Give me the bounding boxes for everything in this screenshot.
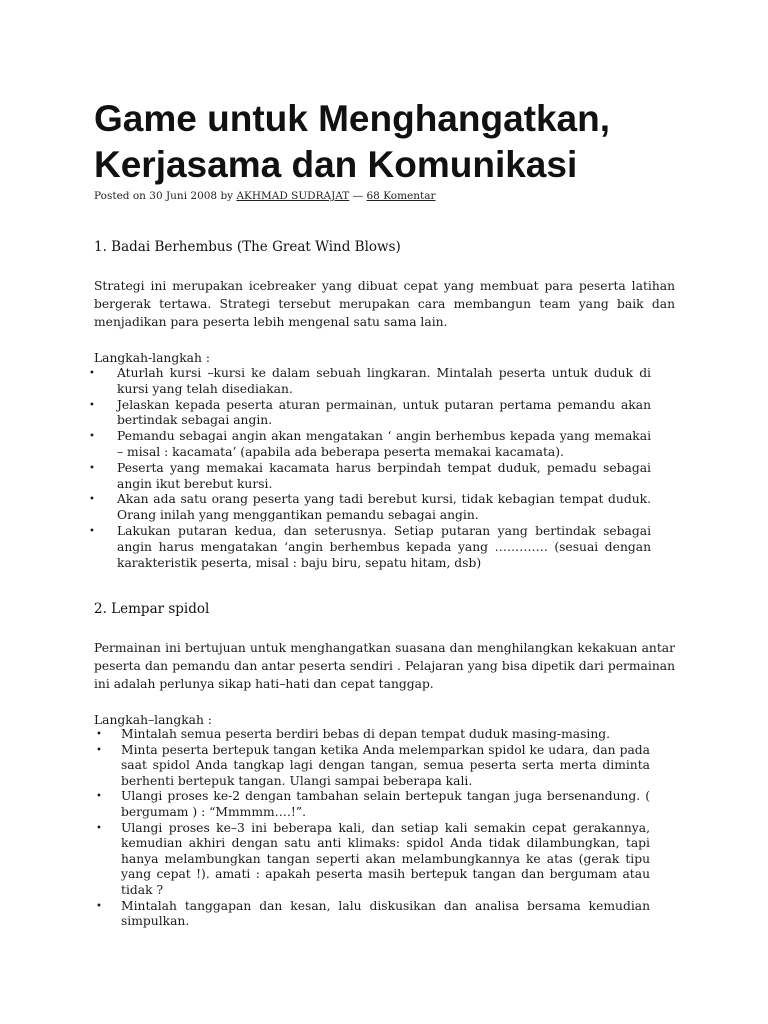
article-title-line-1: Game untuk Menghangatkan, (94, 98, 611, 139)
list-item (94, 821, 650, 899)
step-text: Akan ada satu orang peserta yang tadi berebut kursi, tidak kebagian tempat duduk. Orang inilah yang menggantikan pemandu sebagai angin. (117, 492, 651, 523)
article-title-line-2: Kerjasama dan Komunikasi (94, 144, 578, 185)
step-text: Ulangi proses ke–3 ini beberapa kali, dan setiap kali semakin cepat gerakannya, kemudian akhiri dengan satu anti klimaks: spidol Anda tidak dilambungkan, tapi hanya melambungkan tangan seperti akan melambungkannya ke atas (gerak tipu yang cepat !). amati : apakah peserta masih bertepuk tangan dan bergumam atau tidak ? (121, 820, 650, 897)
comments-link[interactable]: 68 Komentar (366, 190, 436, 202)
list-item (89, 523, 651, 571)
step-text: Minta peserta bertepuk tangan ketika Anda melemparkan spidol ke udara, dan pada saat spidol Anda tangkap lagi dengan tangan, semua peserta serta merta diminta berhenti bertepuk tangan. Ulangi sampai beberapa kali. (121, 742, 650, 788)
bullet-icon: • (89, 431, 95, 443)
bullet-icon: • (89, 462, 95, 474)
step-text: Aturlah kursi –kursi ke dalam sebuah lingkaran. Mintalah peserta untuk duduk di kursi yang telah disediakan. (117, 366, 651, 396)
list-item (94, 743, 650, 790)
section-1-heading: 1. Badai Berhembus (The Great Wind Blows) (94, 239, 401, 255)
bullet-icon: • (89, 525, 95, 537)
step-text: Lakukan putaran kedua, dan seterusnya. Setiap putaran yang bertindak sebagai angin harus mengatakan ‘angin berhembus kepada yang …………. (sesuai dengan karakteristik peserta, misal : baju biru, sepatu hitam, dsb) (117, 523, 651, 570)
post-meta (94, 189, 436, 203)
list-item (94, 727, 650, 743)
bullet-icon: • (96, 900, 102, 912)
section-2-heading: 2. Lempar spidol (94, 601, 210, 617)
meta-separator: — (349, 190, 367, 202)
list-item (89, 397, 651, 430)
posted-on-text: Posted on 30 Juni 2008 by (94, 190, 237, 202)
bullet-icon: • (89, 399, 95, 411)
section-1-steps (89, 366, 651, 571)
section-2-steps (94, 727, 650, 930)
bullet-icon: • (96, 744, 102, 756)
list-item (89, 429, 651, 461)
author-link[interactable]: AKHMAD SUDRAJAT (236, 190, 350, 202)
step-text: Mintalah tanggapan dan kesan, lalu diskusikan dan analisa bersama kemudian simpulkan. (121, 898, 650, 929)
list-item (94, 789, 650, 820)
step-text: Mintalah semua peserta berdiri bebas di depan tempat duduk masing-masing. (121, 727, 611, 741)
section-2-steps-label: Langkah–langkah : (94, 713, 212, 727)
bullet-icon: • (96, 791, 102, 803)
section-1-steps-label: Langkah-langkah : (94, 351, 210, 365)
section-1-intro: Strategi ini merupakan icebreaker yang dibuat cepat yang membuat para peserta latihan bergerak tertawa. Strategi tersebut merupakan cara membangun team yang baik dan menjadikan para peserta lebih mengenal satu sama lain. (94, 279, 675, 329)
step-text: Pemandu sebagai angin akan mengatakan ‘ angin berhembus kepada yang memakai – misal : kacamata’ (apabila ada beberapa peserta memakai kacamata). (117, 429, 651, 459)
list-item (94, 899, 650, 930)
list-item (89, 492, 651, 524)
bullet-icon: • (89, 368, 95, 379)
list-item (89, 460, 651, 493)
bullet-icon: • (96, 729, 102, 740)
section-2-intro: Permainan ini bertujuan untuk menghangatkan suasana dan menghilangkan kekakuan antar peserta dan pemandu dan antar peserta sendiri . Pelajaran yang bisa dipetik dari permainan ini adalah perlunya sikap hati–hati dan cepat tanggap. (94, 641, 675, 691)
step-text: Jelaskan kepada peserta aturan permainan, untuk putaran pertama pemandu akan bertindak sebagai angin. (117, 397, 651, 428)
bullet-icon: • (89, 494, 95, 506)
list-item (89, 366, 651, 398)
step-text: Ulangi proses ke-2 dengan tambahan selain bertepuk tangan juga bersenandung. ( bergumam ) : “Mmmmm….!”. (121, 789, 650, 819)
article-title (94, 96, 694, 188)
step-text: Peserta yang memakai kacamata harus berpindah tempat duduk, pemadu sebagai angin ikut berebut kursi. (117, 460, 651, 491)
bullet-icon: • (96, 822, 102, 834)
